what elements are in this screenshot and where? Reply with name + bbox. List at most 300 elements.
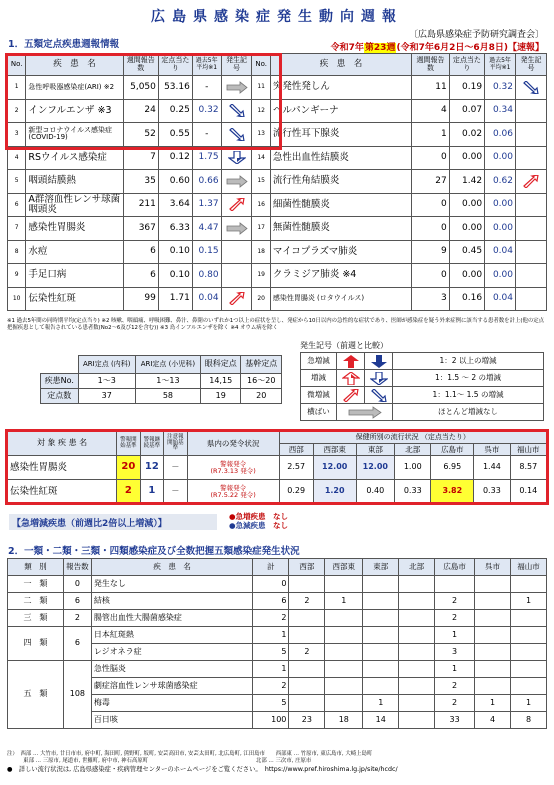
alert-disease: 伝染性紅斑 [8, 480, 117, 504]
arrow-up-icon [342, 372, 360, 385]
area-value: 3.82 [431, 480, 474, 504]
per-point: 0.16 [449, 287, 484, 311]
per-point: 0.10 [158, 264, 192, 288]
area-value [325, 661, 363, 678]
area-value [289, 576, 325, 593]
highlight-box-alert [5, 429, 549, 505]
weekly-count: 52 [123, 123, 158, 147]
section1-title: 1．五類定点疾患週報情報 [8, 39, 120, 50]
trend-mark [515, 193, 546, 217]
table-row [8, 170, 547, 194]
weekly-count: 1 [412, 123, 450, 147]
disease-name: レジオネラ症 [91, 644, 253, 661]
five-year-avg: 0.00 [485, 146, 516, 170]
footer [7, 751, 552, 774]
five-year-avg: 0.04 [485, 240, 516, 264]
area-value: 12.00 [313, 456, 356, 480]
area-value [325, 678, 363, 695]
rapid-dec-label: ●急減疾患 [229, 521, 266, 530]
report-count: 6 [63, 593, 91, 610]
report-count: 0 [63, 576, 91, 593]
header-avg-r: 過去5年平均※1 [485, 54, 516, 76]
five-year-avg: 1.75 [192, 146, 221, 170]
row-no: 13 [252, 123, 270, 147]
t2-header: 呉市 [475, 559, 511, 576]
arrow-right-icon [347, 406, 383, 419]
page-title: 広島県感染症発生動向週報 [151, 9, 403, 25]
t2-header: 疾 患 名 [91, 559, 253, 576]
weekly-count: 367 [123, 217, 158, 241]
area-value: 8 [510, 712, 546, 729]
area-value: 6.95 [431, 456, 474, 480]
trend-mark [221, 193, 252, 217]
area-value [475, 576, 511, 593]
t2-header: 報告数 [63, 559, 91, 576]
per-point: 0.00 [449, 264, 484, 288]
trend-mark [515, 240, 546, 264]
per-point: 0.19 [449, 76, 484, 100]
row-no: 11 [252, 76, 270, 100]
area-value [399, 712, 435, 729]
area-value: 2 [289, 644, 325, 661]
per-point: 0.45 [449, 240, 484, 264]
weekly-count: 99 [123, 287, 158, 311]
t2-header: 計 [253, 559, 289, 576]
alert-start: 2 [117, 480, 141, 504]
area-value [289, 678, 325, 695]
footer-line2: 東部 … 三原市, 尾道市, 世羅町, 府中市, 神石高原町 北部 … 三次市, 庄原市 [7, 758, 312, 765]
alert-continue: 1 [140, 480, 164, 504]
table-row [8, 593, 547, 610]
trend-mark [221, 240, 252, 264]
five-year-avg: 0.04 [485, 287, 516, 311]
t2-header: 類 別 [8, 559, 64, 576]
row-no: 9 [8, 264, 26, 288]
five-year-avg: 0.62 [485, 170, 516, 194]
class-name: 五 類 [8, 661, 64, 729]
row-no: 14 [252, 146, 270, 170]
header-no-r: No. [252, 54, 270, 76]
arrow-right-icon [226, 224, 248, 234]
row-no: 2 [8, 99, 26, 123]
row-no: 1 [8, 76, 26, 100]
area-value: 2 [435, 695, 475, 712]
week-range: (令和7年6月2日～6月8日)【速報】 [396, 43, 544, 53]
weekly-count: 0 [412, 146, 450, 170]
trend-mark [515, 146, 546, 170]
area-value [510, 678, 546, 695]
row-no: 18 [252, 240, 270, 264]
disease-name: 日本紅斑熱 [91, 627, 253, 644]
area-value: 0.33 [395, 480, 431, 504]
area-header: 呉市 [474, 444, 510, 456]
alert-table: 対 象 疾 患 名 警報開始基準 警報継続基準 注意報開始基準 県内の発令状況 保健所別の流行状況 （定点当たり） 西部 西部東 東部 北部 広島市 呉市 福山市 感染性胃腸炎 20 12 － 警報発令 (R7.3.13 発令) 2.57 12.00 12.00 1.00 6.95 1.44 8.57 伝染性紅斑 2 1 － 警報発令 (R7.5.22 発令) 0.29 1.20 0.40 0.33 3.82 0.33 0.14 [7, 431, 547, 504]
rapid-dec-value: なし [273, 521, 289, 530]
per-point: 3.64 [158, 193, 192, 217]
arrow-down-slight-icon [370, 389, 388, 402]
disease-name: 感染性胃腸炎 (ロタウイルス) [270, 287, 411, 311]
row-no: 5 [8, 170, 26, 194]
area-value [363, 627, 399, 644]
disease-name: 急性脳炎 [91, 661, 253, 678]
disease-name: 伝染性紅斑 [26, 287, 123, 311]
area-value [363, 576, 399, 593]
disease-name: クラミジア肺炎 ※4 [270, 264, 411, 288]
weekly-count: 4 [412, 99, 450, 123]
rapid-values [229, 512, 288, 530]
row-no: 3 [8, 123, 26, 147]
five-year-avg: - [192, 123, 221, 147]
disease-name: 手足口病 [26, 264, 123, 288]
legend-table: 急増減 1：2 以上の増減 増減 1：1.5 ～ 2 の増減 微増減 1：1.1～ 1.5 の増減 横ばい ほとんど増減なし [300, 352, 544, 421]
disease-name: 梅毒 [91, 695, 253, 712]
area-value: 18 [325, 712, 363, 729]
weekly-count: 11 [412, 76, 450, 100]
header-mark-r: 発生記号 [515, 54, 546, 76]
table-row [8, 240, 547, 264]
area-value: 1 [435, 661, 475, 678]
arrow-up-slight-icon [342, 389, 360, 402]
report-count: 2 [63, 610, 91, 627]
area-value: 0.33 [474, 480, 510, 504]
weekly-count: 0 [412, 264, 450, 288]
area-value: 1.00 [395, 456, 431, 480]
total: 6 [253, 593, 289, 610]
arrow-right-icon [226, 177, 248, 187]
weekly-count: 0 [412, 193, 450, 217]
disease-name: 新型コロナウイルス感染症 (COVID-19) [26, 123, 123, 147]
five-year-avg: 1.37 [192, 193, 221, 217]
per-point: 0.25 [158, 99, 192, 123]
row-no: 10 [8, 287, 26, 311]
row-no: 16 [252, 193, 270, 217]
week-number: 第23週 [364, 43, 396, 53]
caution-start: － [164, 456, 188, 480]
organization: 〔広島県感染症予防研究調査会〕 [408, 30, 544, 40]
area-value [363, 644, 399, 661]
five-year-avg: - [192, 76, 221, 100]
disease-name: 流行性角結膜炎 [270, 170, 411, 194]
weekly-count: 211 [123, 193, 158, 217]
header-per: 定点当たり [158, 54, 192, 76]
disease-name: 無菌性髄膜炎 [270, 217, 411, 241]
arrow-down-slight-icon [522, 83, 540, 93]
area-value [325, 627, 363, 644]
table-row [8, 627, 547, 644]
class-name: 三 類 [8, 610, 64, 627]
area-header: 北部 [395, 444, 431, 456]
header-weekly: 週間報告数 [123, 54, 158, 76]
class-name: 一 類 [8, 576, 64, 593]
disease-name: 感染性胃腸炎 [26, 217, 123, 241]
rapid-label: 【急増減疾患（前週比2倍以上増減）】 [9, 514, 217, 530]
highlight-box-top [5, 53, 282, 150]
disease-name: 腸管出血性大腸菌感染症 [91, 610, 253, 627]
per-point: 0.07 [449, 99, 484, 123]
trend-mark [515, 264, 546, 288]
row-no: 15 [252, 170, 270, 194]
area-value [363, 678, 399, 695]
area-value: 2 [435, 610, 475, 627]
area-value [399, 644, 435, 661]
area-value: 23 [289, 712, 325, 729]
row-no: 17 [252, 217, 270, 241]
total: 2 [253, 610, 289, 627]
table-row [8, 576, 547, 593]
weekly-count: 7 [123, 146, 158, 170]
weekly-count: 0 [412, 217, 450, 241]
area-value: 14 [363, 712, 399, 729]
header-avg: 過去5年平均※1 [192, 54, 221, 76]
disease-name: 水痘 [26, 240, 123, 264]
area-value: 1.44 [474, 456, 510, 480]
area-value: 0.40 [356, 480, 395, 504]
t2-header: 広島市 [435, 559, 475, 576]
disease-name: A群溶血性レンサ球菌咽頭炎 [26, 193, 123, 217]
table-row [8, 264, 547, 288]
weekly-count: 24 [123, 99, 158, 123]
area-header: 福山市 [510, 444, 546, 456]
per-point: 0.10 [158, 240, 192, 264]
per-point: 0.60 [158, 170, 192, 194]
report-count: 6 [63, 627, 91, 661]
five-year-avg: 0.80 [192, 264, 221, 288]
area-value [399, 695, 435, 712]
area-value [363, 610, 399, 627]
disease-name: 百日咳 [91, 712, 253, 729]
total: 0 [253, 576, 289, 593]
area-value [510, 627, 546, 644]
t2-header: 北部 [399, 559, 435, 576]
footer-line3: ● 詳しい流行状況は, 広島県感染症・疾病管理センターのホームページをご覧ください。 https://www.pref.hiroshima.lg.jp/site/hcdc/ [7, 765, 398, 773]
area-value [363, 661, 399, 678]
disease-name: 急性呼吸器感染症(ARI) ※2 [26, 76, 123, 100]
arrow-up-slight-icon [228, 200, 246, 210]
footnote: ※1 過去5年間の同時期平均(定点当り) ※2 咳嗽、咽頭痛、呼吸困難、鼻汁、鼻閉のいずれか1つ以上の症状を呈し、発症から10日以内の急性的な症状であり、医師が感染症を疑う外来症例に該当する患者数を計上(他の定点把握疾患として報告されている患者数(No2～6及び12を含む)) ※3 鳥インフルエンザを除く ※4 オウム病を除く [7, 318, 545, 332]
area-value [435, 576, 475, 593]
header-per-r: 定点当たり [449, 54, 484, 76]
t2-header: 西部東 [325, 559, 363, 576]
area-value: 0.29 [279, 480, 313, 504]
table-row [8, 193, 547, 217]
rapid-inc-label: ●急増疾患 [229, 512, 266, 521]
per-point: 1.42 [449, 170, 484, 194]
area-value: 2.57 [279, 456, 313, 480]
area-value [399, 678, 435, 695]
row-no: 12 [252, 99, 270, 123]
area-value [475, 593, 511, 610]
area-value: 8.57 [510, 456, 546, 480]
area-header: 西部東 [313, 444, 356, 456]
legend-title: 発生記号（前週と比較） [300, 341, 388, 350]
trend-mark [515, 170, 546, 194]
t2-header: 福山市 [510, 559, 546, 576]
arrow-down-big-icon [370, 355, 388, 368]
trend-mark [515, 76, 546, 100]
area-value [325, 610, 363, 627]
area-value: 3 [435, 644, 475, 661]
section2-title: 2．一類・二類・三類・四類感染症及び全数把握五類感染症発生状況 [8, 546, 300, 557]
area-header: 西部 [279, 444, 313, 456]
total: 5 [253, 695, 289, 712]
five-year-avg: 0.00 [485, 193, 516, 217]
five-year-avg: 0.34 [485, 99, 516, 123]
t2-header: 東部 [363, 559, 399, 576]
per-point: 6.33 [158, 217, 192, 241]
area-value: 1 [510, 695, 546, 712]
report-count: 108 [63, 661, 91, 729]
per-point: 1.71 [158, 287, 192, 311]
five-year-avg: 0.32 [192, 99, 221, 123]
area-value: 12.00 [356, 456, 395, 480]
area-header: 広島市 [431, 444, 474, 456]
disease-name: 突発性発しん [270, 76, 411, 100]
arrow-down-icon [228, 153, 246, 163]
disease-name: 咽頭結膜熱 [26, 170, 123, 194]
area-value [289, 661, 325, 678]
five-year-avg: 0.04 [192, 287, 221, 311]
header-mark: 発生記号 [221, 54, 252, 76]
area-value: 0.14 [510, 480, 546, 504]
area-value: 4 [475, 712, 511, 729]
area-value [399, 576, 435, 593]
per-point: 0.02 [449, 123, 484, 147]
area-value: 33 [435, 712, 475, 729]
alert-disease: 感染性胃腸炎 [8, 456, 117, 480]
table-row [8, 287, 547, 311]
disease-name: 細菌性髄膜炎 [270, 193, 411, 217]
trend-mark [221, 170, 252, 194]
caution-start: － [164, 480, 188, 504]
trend-mark [515, 217, 546, 241]
trend-mark [221, 217, 252, 241]
total: 100 [253, 712, 289, 729]
area-value [510, 610, 546, 627]
disease-name: 結核 [91, 593, 253, 610]
area-value [325, 576, 363, 593]
total: 1 [253, 661, 289, 678]
alert-start: 20 [117, 456, 141, 480]
five-year-avg: 0.00 [485, 264, 516, 288]
weekly-count: 6 [123, 264, 158, 288]
table-row [8, 217, 547, 241]
total: 2 [253, 678, 289, 695]
five-year-avg: 0.00 [485, 217, 516, 241]
per-point: 0.00 [449, 217, 484, 241]
area-value [325, 695, 363, 712]
area-value: 1 [363, 695, 399, 712]
per-point: 0.12 [158, 146, 192, 170]
area-value: 1 [325, 593, 363, 610]
header-no: No. [8, 54, 26, 76]
area-value: 2 [289, 593, 325, 610]
disease-name: マイコプラズマ肺炎 [270, 240, 411, 264]
area-value [510, 661, 546, 678]
trend-mark [221, 264, 252, 288]
weekly-count: 27 [412, 170, 450, 194]
row-no: 4 [8, 146, 26, 170]
alert-status: 警報発令 (R7.3.13 発令) [187, 456, 279, 480]
weekly-count: 35 [123, 170, 158, 194]
five-year-avg: 0.15 [192, 240, 221, 264]
disease-name: インフルエンザ ※3 [26, 99, 123, 123]
point-table: ARI定点 (内科) ARI定点 (小児科) 眼科定点 基幹定点 疾患No. 1～3 1～13 14,15 16～20 定点数 37 58 19 20 [40, 355, 282, 404]
header-disease: 疾 患 名 [26, 54, 123, 76]
per-point: 0.55 [158, 123, 192, 147]
table-row [8, 610, 547, 627]
footer-line1: 注） 西部 … 大竹市, 廿日市市, 府中町, 海田町, 熊野町, 坂町, 安芸高田市, 安芸太田町, 北広島町, 江田島市 西部東 … 竹原市, 東広島市, 大崎上島町 [7, 751, 373, 757]
week-year: 令和7年 [330, 43, 364, 53]
area-value [475, 610, 511, 627]
disease-name: 急性出血性結膜炎 [270, 146, 411, 170]
area-value [475, 644, 511, 661]
header-disease-r: 疾 患 名 [270, 54, 411, 76]
header-weekly-r: 週間報告数 [412, 54, 450, 76]
class-name: 二 類 [8, 593, 64, 610]
disease-name: RSウイルス感染症 [26, 146, 123, 170]
area-value [289, 610, 325, 627]
five-year-avg: 0.06 [485, 123, 516, 147]
area-value [475, 627, 511, 644]
disease-name: 劇症溶血性レンサ球菌感染症 [91, 678, 253, 695]
area-value [363, 593, 399, 610]
disease-name: ヘルパンギーナ [270, 99, 411, 123]
per-point: 0.00 [449, 193, 484, 217]
table-row [8, 661, 547, 678]
total: 1 [253, 627, 289, 644]
trend-mark [515, 99, 546, 123]
arrow-up-slight-icon [228, 294, 246, 304]
area-value [475, 661, 511, 678]
area-header: 東部 [356, 444, 395, 456]
trend-mark [515, 123, 546, 147]
row-no: 20 [252, 287, 270, 311]
area-value [399, 610, 435, 627]
weekly-count: 5,050 [123, 76, 158, 100]
arrow-up-slight-icon [522, 177, 540, 187]
arrow-down-icon [370, 372, 388, 385]
area-value [399, 661, 435, 678]
five-year-avg: 0.32 [485, 76, 516, 100]
area-value [510, 644, 546, 661]
area-value: 1 [475, 695, 511, 712]
area-value [325, 644, 363, 661]
disease-name: 発生なし [91, 576, 253, 593]
alert-continue: 12 [140, 456, 164, 480]
weekly-count: 9 [412, 240, 450, 264]
total: 5 [253, 644, 289, 661]
notifiable-table [7, 558, 547, 729]
arrow-up-big-icon [342, 355, 360, 368]
class-name: 四 類 [8, 627, 64, 661]
row-no: 8 [8, 240, 26, 264]
rapid-inc-value: なし [273, 512, 289, 521]
row-no: 19 [252, 264, 270, 288]
area-value: 1 [435, 627, 475, 644]
row-no: 7 [8, 217, 26, 241]
area-value: 2 [435, 678, 475, 695]
per-point: 0.00 [449, 146, 484, 170]
alert-status: 警報発令 (R7.5.22 発令) [187, 480, 279, 504]
area-value: 1 [510, 593, 546, 610]
area-value [475, 678, 511, 695]
weekly-count: 6 [123, 240, 158, 264]
per-point: 53.16 [158, 76, 192, 100]
area-value [289, 627, 325, 644]
area-value [289, 695, 325, 712]
week-label [331, 40, 544, 53]
area-value: 2 [435, 593, 475, 610]
